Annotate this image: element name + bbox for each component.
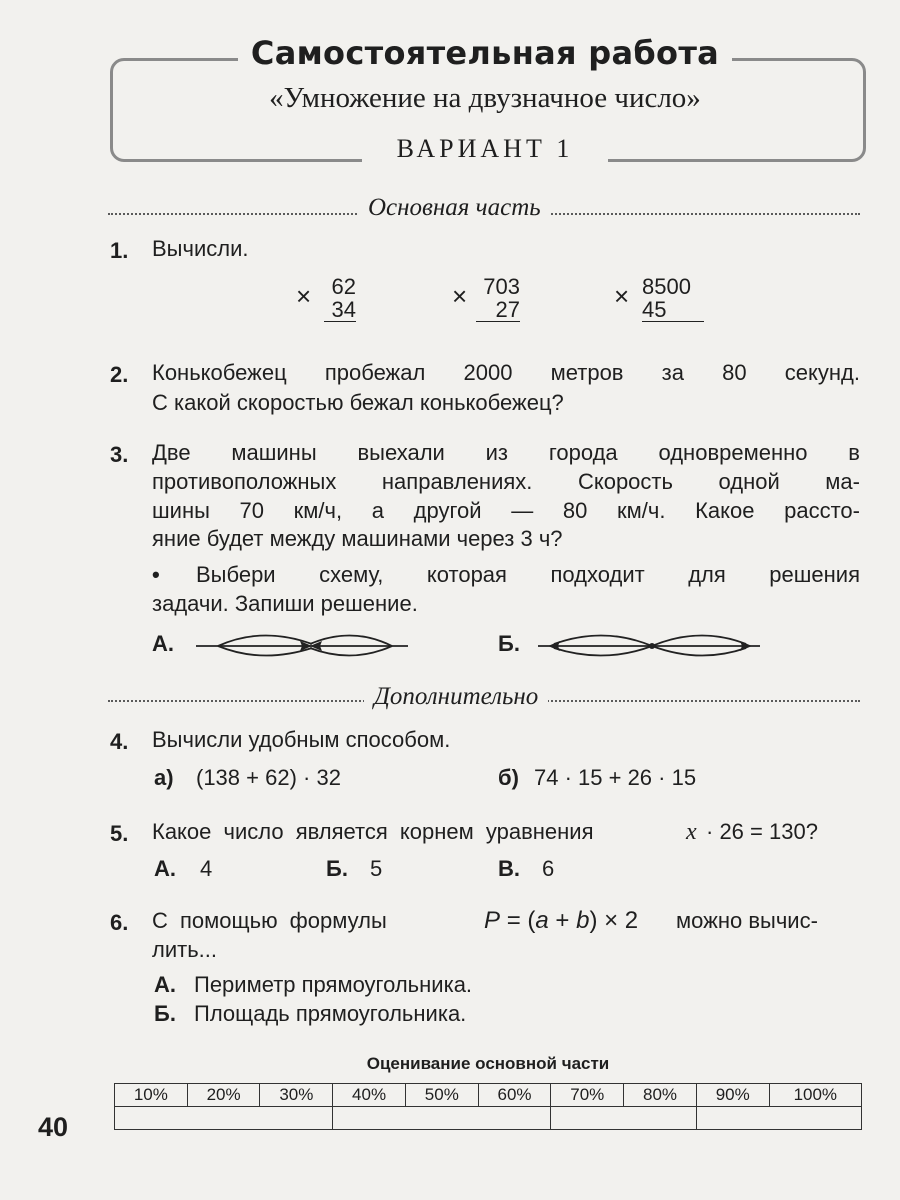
task-4-a-label: а) (154, 765, 174, 790)
task-5-option-b-label: Б. (326, 856, 348, 881)
task-2-number: 2. (110, 362, 129, 387)
task-3-sub-line-1: Выбери схему, которая подходит для решения (196, 562, 860, 587)
task-6-option-b-label: Б. (154, 1001, 176, 1026)
task-6-option-b: Площадь прямоугольника. (194, 1001, 467, 1026)
task-6-text-3: лить... (152, 937, 218, 962)
task-6-number: 6. (110, 910, 129, 935)
task-3-sub-line-2: задачи. Запиши решение. (152, 591, 418, 616)
variant-label: ВАРИАНТ 1 (396, 134, 574, 163)
grade-value-cell[interactable] (696, 1107, 861, 1130)
scheme-b-diagram (534, 628, 764, 660)
equation-variable: x (686, 819, 697, 845)
grade-cell: 70% (551, 1084, 624, 1107)
multiplier: 34 (324, 298, 356, 322)
grading-table (114, 1083, 862, 1130)
formula-eq: = ( (506, 907, 536, 934)
scheme-a-label: А. (152, 631, 174, 656)
section-heading-extra: Дополнительно (364, 683, 548, 711)
page-number: 40 (38, 1112, 69, 1142)
task-6-option-a-label: А. (154, 972, 176, 997)
scheme-b-label: Б. (498, 631, 520, 656)
task-5-option-c-label: В. (498, 856, 520, 881)
grade-cell: 80% (624, 1084, 697, 1107)
multiplier: 45 (642, 298, 704, 322)
bullet: • (152, 562, 160, 587)
task-4-a-expression: (138 + 62) · 32 (196, 765, 341, 790)
task-2-line-2: С какой скоростью бежал конькобежец? (152, 390, 564, 415)
grade-cell: 10% (115, 1084, 188, 1107)
task-6-option-a: Периметр прямоугольника. (194, 972, 473, 997)
section-heading-main: Основная часть (358, 194, 551, 222)
task-5-option-c-value: 6 (542, 856, 555, 881)
task-6-text-2: можно вычис- (676, 908, 818, 933)
multiplicand: 703 (483, 274, 520, 299)
formula-p: P (484, 907, 501, 934)
task-1-text: Вычисли. (152, 236, 249, 261)
task-5-option-a-label: А. (154, 856, 176, 881)
formula (484, 906, 638, 936)
task-5-option-b-value: 5 (370, 856, 383, 881)
task-3-line-4: яние будет между машинами через 3 ч? (152, 526, 563, 551)
formula-a: a (535, 907, 549, 934)
formula-b: b (576, 907, 590, 934)
grade-cell: 60% (478, 1084, 551, 1107)
multiplicand: 62 (331, 274, 356, 299)
task-3-line-1: Две машины выехали из города одновременно в (152, 440, 860, 465)
task-6-text-1: С помощью формулы (152, 908, 387, 933)
grade-value-cell[interactable] (115, 1107, 333, 1130)
task-5-number: 5. (110, 821, 129, 846)
multiply-sign: × (452, 281, 468, 311)
page-title: Самостоятельная работа (250, 34, 720, 72)
task-4-text: Вычисли удобным способом. (152, 727, 451, 752)
grading-header-row (115, 1084, 862, 1107)
grade-cell: 30% (260, 1084, 333, 1107)
task-3-number: 3. (110, 442, 129, 467)
task-4-number: 4. (110, 729, 129, 754)
task-4-b-label: б) (498, 765, 519, 790)
equation-rest: · 26 = 130? (706, 819, 818, 844)
multiply-sign: × (614, 281, 630, 311)
multiplier: 27 (476, 298, 520, 322)
grade-value-cell[interactable] (551, 1107, 696, 1130)
grade-value-cell[interactable] (333, 1107, 551, 1130)
grade-cell: 20% (187, 1084, 260, 1107)
page-subtitle: «Умножение на двузначное число» (269, 82, 701, 114)
multiply-sign: × (296, 281, 312, 311)
grading-value-row (115, 1107, 862, 1130)
task-2-line-1: Конькобежец пробежал 2000 метров за 80 секунд. (152, 360, 860, 385)
grade-cell: 50% (405, 1084, 478, 1107)
task-5-option-a-value: 4 (200, 856, 213, 881)
scheme-a-diagram (192, 628, 412, 660)
task-3-line-3: шины 70 км/ч, а другой — 80 км/ч. Какое рассто- (152, 498, 860, 523)
task-3-line-2: противоположных направлениях. Скорость одной ма- (152, 469, 860, 494)
multiplicand: 8500 (642, 274, 691, 299)
task-4-b-expression: 74 · 15 + 26 · 15 (534, 765, 697, 790)
grading-title: Оценивание основной части (366, 1054, 610, 1073)
formula-tail: ) × 2 (589, 907, 639, 934)
formula-plus: + (555, 907, 570, 934)
grade-cell: 100% (769, 1084, 861, 1107)
task-1-number: 1. (110, 238, 129, 263)
grade-cell: 40% (333, 1084, 406, 1107)
task-5-text: Какое число является корнем уравнения (152, 819, 594, 844)
grade-cell: 90% (696, 1084, 769, 1107)
